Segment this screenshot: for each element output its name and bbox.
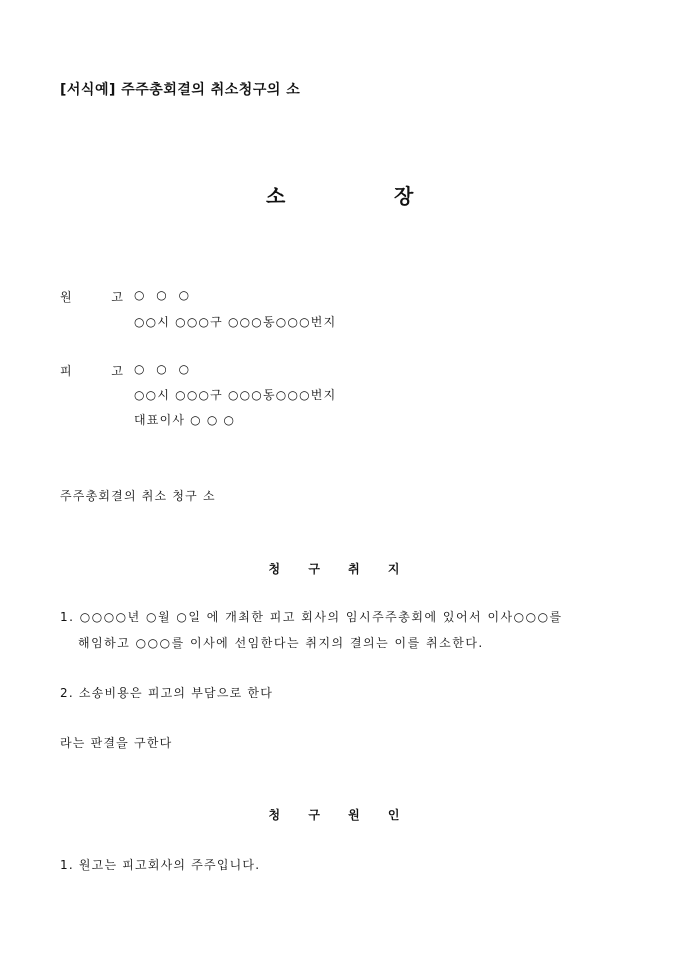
claim-purpose-item-1-line-1: 1. ○○○○년 ○월 ○일 에 개최한 피고 회사의 임시주주총회에 있어서 이사○○○를 <box>60 610 563 624</box>
defendant-label: 피 고 <box>60 364 141 378</box>
defendant-name: ○ ○ ○ <box>134 362 194 376</box>
claim-purpose-item-2: 2. 소송비용은 피고의 부담으로 한다 <box>60 686 273 700</box>
claim-purpose-conclusion: 라는 판결을 구한다 <box>60 736 173 750</box>
case-name: 주주총회결의 취소 청구 소 <box>60 489 216 503</box>
plaintiff-name: ○ ○ ○ <box>134 288 194 302</box>
claim-cause-item-1: 1. 원고는 피고회사의 주주입니다. <box>60 858 261 872</box>
claim-purpose-item-1-line-2: 해임하고 ○○○를 이사에 선임한다는 취지의 결의는 이를 취소한다. <box>78 636 484 650</box>
defendant-representative: 대표이사 ○ ○ ○ <box>134 413 236 427</box>
doc-title-right: 장 <box>394 184 414 208</box>
defendant-address: ○○시 ○○○구 ○○○동○○○번지 <box>134 388 337 402</box>
plaintiff-label: 원 고 <box>60 290 141 304</box>
form-title: [서식예] 주주총회결의 취소청구의 소 <box>60 82 301 98</box>
doc-title-left: 소 <box>266 184 286 208</box>
claim-purpose-item-1 <box>60 604 640 656</box>
claim-purpose-heading: 청 구 취 지 <box>268 562 412 576</box>
claim-cause-heading: 청 구 원 인 <box>268 808 412 822</box>
plaintiff-address: ○○시 ○○○구 ○○○동○○○번지 <box>134 315 337 329</box>
